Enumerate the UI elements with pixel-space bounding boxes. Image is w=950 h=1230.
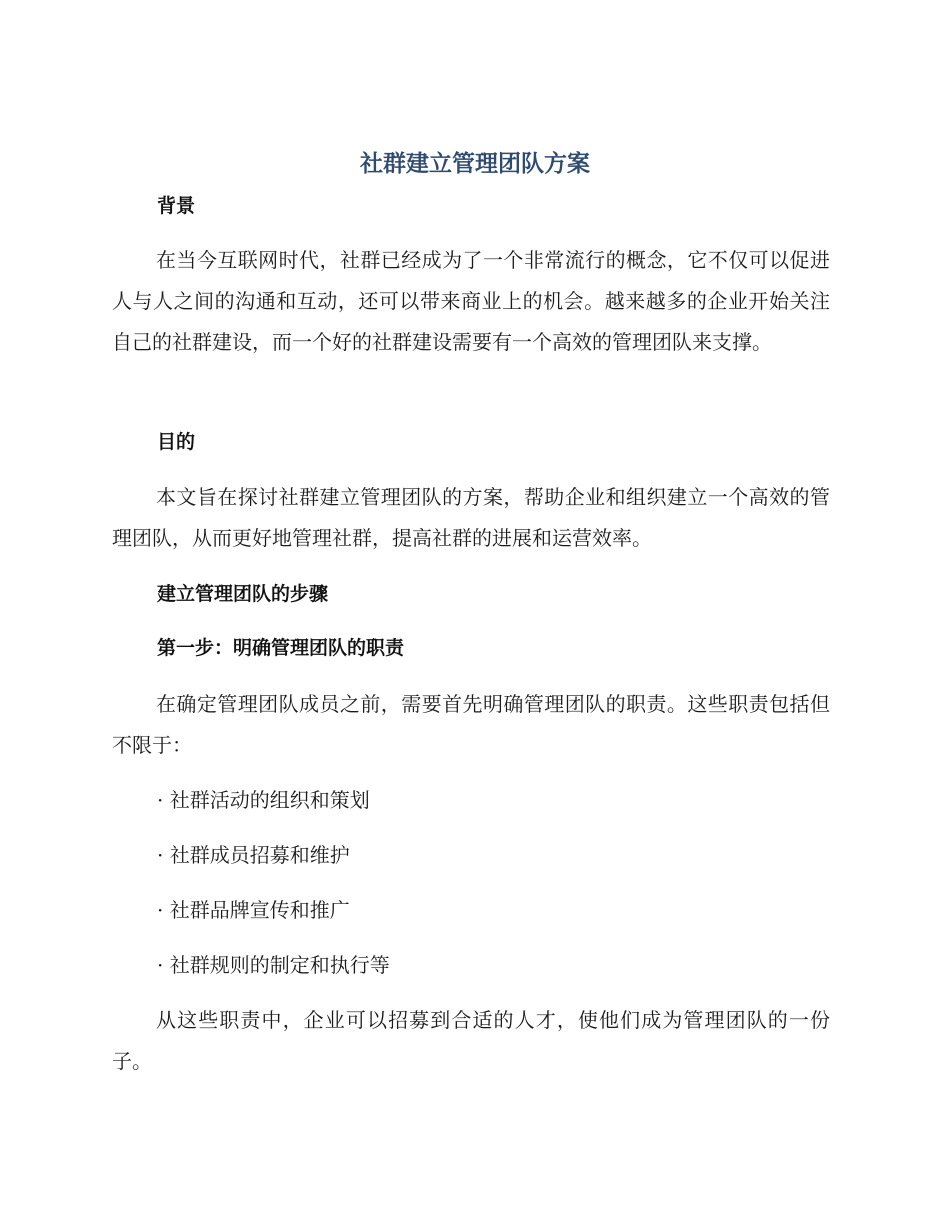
document-title: 社群建立管理团队方案 (360, 151, 590, 177)
list-item: · 社群品牌宣传和推广 (157, 898, 350, 922)
list-item: · 社群活动的组织和策划 (157, 788, 370, 812)
list-item: · 社群成员招募和维护 (157, 843, 350, 867)
background-heading: 背景 (157, 195, 196, 217)
step1-heading: 第一步：明确管理团队的职责 (157, 637, 405, 659)
list-item: · 社群规则的制定和执行等 (157, 953, 390, 977)
purpose-paragraph: 本文旨在探讨社群建立管理团队的方案，帮助企业和组织建立一个高效的管理团队，从而更好地管理社群，提高社群的进展和运营效率。 (112, 485, 830, 550)
purpose-heading: 目的 (157, 431, 196, 453)
step1-paragraph: 在确定管理团队成员之前，需要首先明确管理团队的职责。这些职责包括但不限于： (112, 692, 830, 757)
steps-heading: 建立管理团队的步骤 (157, 583, 329, 605)
closing-paragraph: 从这些职责中，企业可以招募到合适的人才，使他们成为管理团队的一份子。 (112, 1008, 830, 1073)
background-paragraph: 在当今互联网时代，社群已经成为了一个非常流行的概念，它不仅可以促进人与人之间的沟通和互动，还可以带来商业上的机会。越来越多的企业开始关注自己的社群建设，而一个好的社群建设需要有一个高效的管理团队来支撑。 (112, 248, 830, 354)
